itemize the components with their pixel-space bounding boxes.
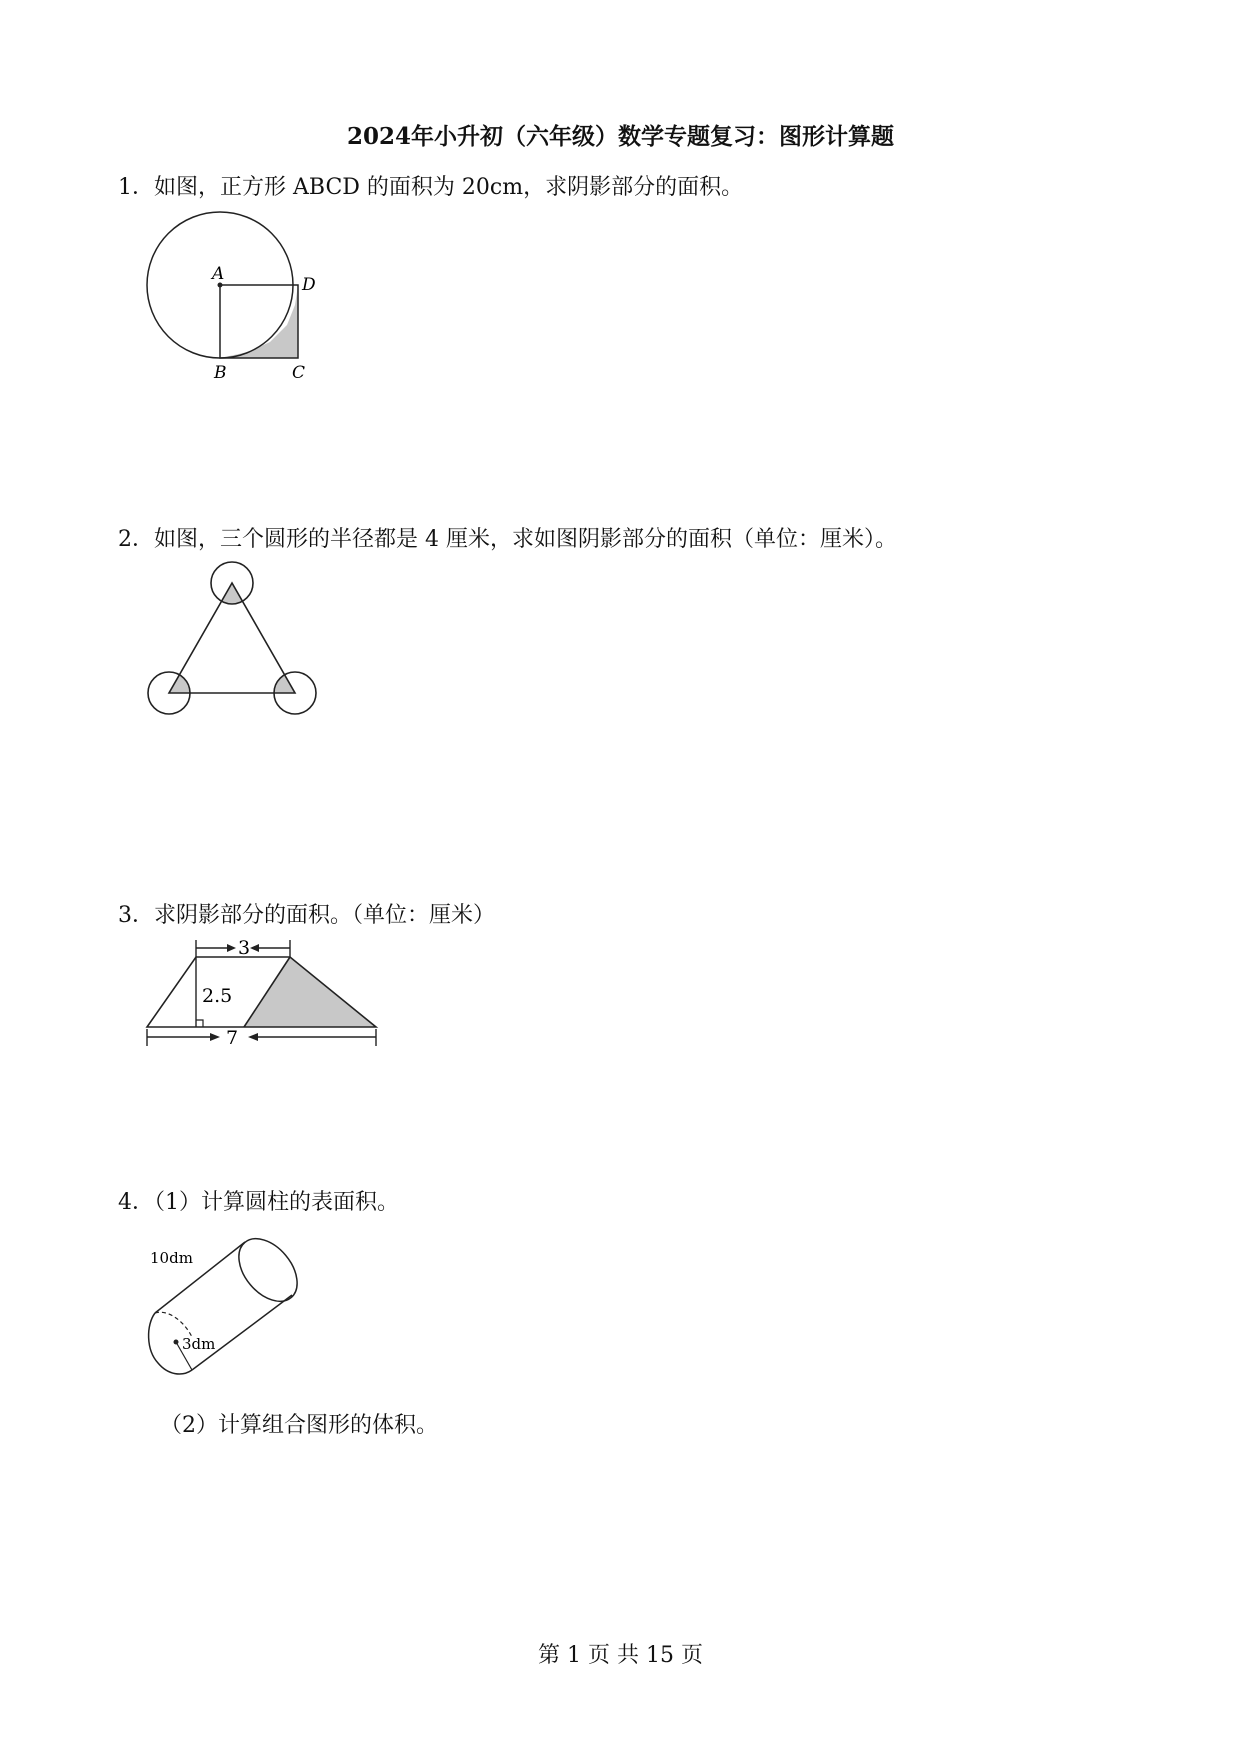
right-angle-mark (196, 1020, 203, 1027)
shaded-sector-left (169, 675, 190, 693)
shaded-sector-top (222, 583, 243, 604)
cylinder-bottom-edge (192, 1295, 292, 1370)
label-radius-3dm: 3dm (182, 1335, 216, 1353)
page-footer: 第 1 页 共 15 页 (538, 1643, 703, 1668)
label-c: C (292, 363, 306, 383)
cylinder-top-ellipse (227, 1228, 309, 1313)
bottom-arrow-right (210, 1033, 220, 1041)
label-a: A (212, 264, 225, 284)
page-title: 2024年小升初（六年级）数学专题复习：图形计算题 (346, 123, 894, 150)
question-1-text: 1．如图，正方形 ABCD 的面积为 20cm，求阴影部分的面积。 (118, 175, 744, 200)
shaded-triangle (244, 957, 376, 1027)
top-arrow-left (250, 944, 259, 952)
label-top-3: 3 (238, 937, 251, 959)
figure-1-square-circle (140, 205, 340, 385)
top-arrow-right (227, 944, 236, 952)
question-4-text: 4．（1）计算圆柱的表面积。 (118, 1190, 399, 1215)
bottom-arrow-left (248, 1033, 258, 1041)
question-3-text: 3．求阴影部分的面积。（单位：厘米） (118, 903, 495, 928)
shaded-sector-right (274, 675, 295, 693)
figure-2-triangle-circles (140, 560, 325, 725)
label-d: D (302, 275, 316, 295)
question-2-text: 2．如图，三个圆形的半径都是 4 厘米，求如图阴影部分的面积（单位：厘米）。 (118, 527, 897, 552)
label-length-10dm: 10dm (150, 1249, 193, 1267)
question-4-sub-2-text: （2）计算组合图形的体积。 (160, 1413, 438, 1438)
figure-4-cylinder (140, 1225, 310, 1390)
label-b: B (214, 363, 227, 383)
cylinder-bottom-hidden-arc (155, 1312, 192, 1337)
label-bottom-7: 7 (226, 1027, 239, 1049)
label-height-2-5: 2.5 (202, 985, 233, 1007)
figure-3-trapezoid (140, 932, 380, 1057)
